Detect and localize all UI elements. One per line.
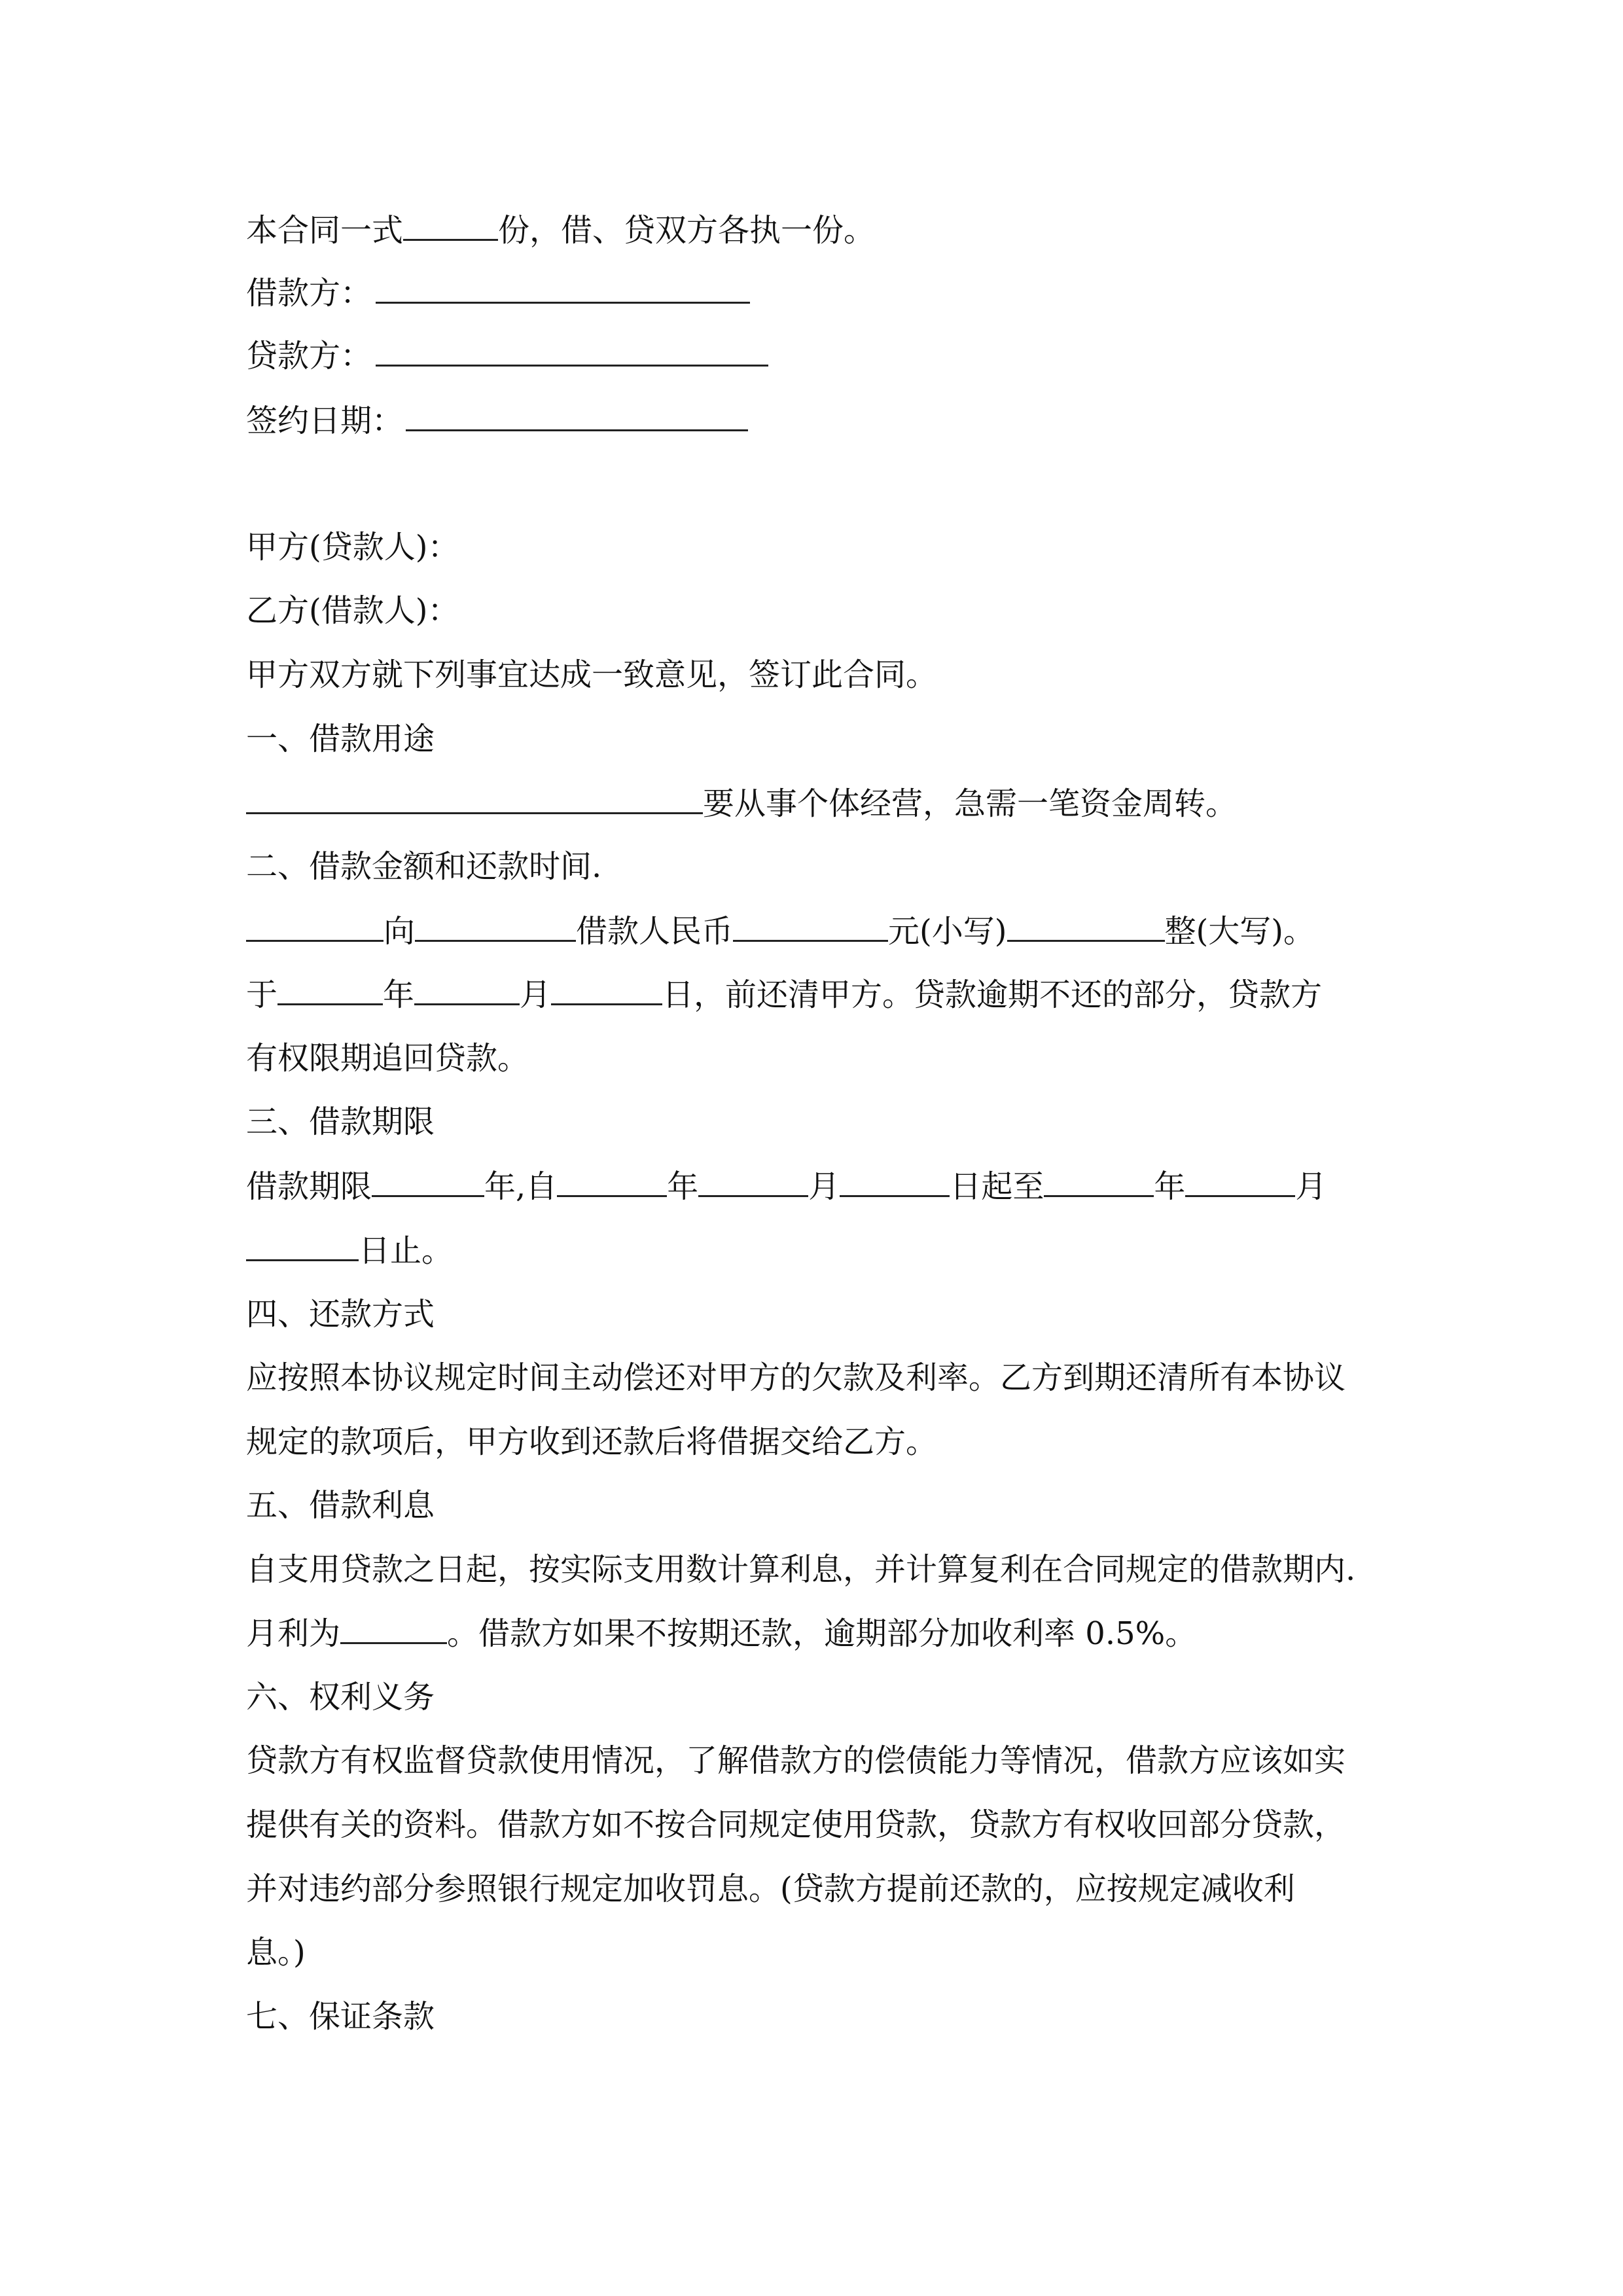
interest-line	[246, 1613, 1196, 1653]
purpose-blank[interactable]	[246, 783, 703, 814]
blank-field[interactable]	[1044, 1166, 1154, 1197]
text: 本合同一式	[246, 212, 404, 249]
section-1-title: 一、借款用途	[246, 721, 435, 757]
lender-line	[246, 336, 768, 376]
text: 月利为	[246, 1615, 341, 1652]
sign-date-label: 签约日期：	[246, 403, 404, 439]
monthly-rate-blank[interactable]	[340, 1613, 447, 1644]
text: 年	[1154, 1168, 1186, 1205]
party-b-label: 乙方(借款人)：	[246, 592, 459, 629]
lender-label: 贷款方：	[246, 338, 372, 374]
text: 年	[667, 1168, 699, 1205]
text: 月	[1295, 1168, 1327, 1205]
text: 年,自	[484, 1168, 558, 1205]
text: 借款期限	[246, 1168, 372, 1205]
blank-field[interactable]	[840, 1166, 950, 1197]
borrower-blank[interactable]	[376, 273, 750, 304]
repay-date-line	[246, 975, 1322, 1014]
amount-capital-blank[interactable]	[1007, 911, 1165, 942]
section-5-title: 五、借款利息	[246, 1487, 435, 1524]
text: 整(大写)。	[1164, 913, 1315, 950]
year-blank[interactable]	[277, 975, 383, 1005]
amount-small-blank[interactable]	[733, 911, 888, 942]
text: 规定的款项后，甲方收到还款后将借据交给乙方。	[246, 1424, 938, 1460]
section-7-title: 七、保证条款	[246, 1998, 435, 2035]
sign-date-blank[interactable]	[406, 401, 748, 431]
blank-field[interactable]	[557, 1166, 667, 1197]
section-6-title: 六、权利义务	[246, 1679, 435, 1715]
section-4-title: 四、还款方式	[246, 1296, 435, 1333]
blank-field[interactable]	[1185, 1166, 1295, 1197]
text: 月	[808, 1168, 840, 1205]
text: 要从事个体经营，急需一笔资金周转。	[703, 785, 1238, 822]
text: 。借款方如果不按期还款，逾期部分加收利率 0.5%。	[447, 1615, 1197, 1652]
blank-field[interactable]	[403, 210, 498, 241]
text: 月	[520, 977, 552, 1013]
text: 自支用贷款之日起，按实际支用数计算利息，并计算复利在合同规定的借款期内.	[246, 1551, 1356, 1588]
text: 应按照本协议规定时间主动偿还对甲方的欠款及利率。乙方到期还清所有本协议	[246, 1359, 1346, 1396]
text: 元(小写)	[888, 913, 1007, 950]
section-2-title: 二、借款金额和还款时间.	[246, 848, 602, 885]
borrower-label: 借款方：	[246, 275, 372, 312]
text: 日，前还清甲方。贷款逾期不还的部分，贷款方	[662, 977, 1323, 1013]
party-a-label: 甲方(贷款人)：	[246, 529, 459, 565]
blank-field[interactable]	[698, 1166, 808, 1197]
sign-date-line	[246, 401, 748, 440]
text: 向	[383, 913, 416, 950]
amount-line	[246, 911, 1315, 951]
blank-field[interactable]	[372, 1166, 484, 1197]
intro-text: 甲方双方就下列事宜达成一致意见，签订此合同。	[246, 656, 938, 693]
text: 于	[246, 977, 278, 1013]
month-blank[interactable]	[414, 975, 520, 1005]
term-line	[246, 1166, 1327, 1206]
text: 有权限期追回贷款。	[246, 1040, 529, 1077]
section-3-title: 三、借款期限	[246, 1103, 435, 1140]
borrower-line	[246, 273, 750, 313]
term-end-line	[246, 1230, 453, 1270]
blank-field[interactable]	[246, 1230, 359, 1261]
blank-field[interactable]	[415, 911, 576, 942]
text: 年	[383, 977, 415, 1013]
text: 份，借、贷双方各执一份。	[498, 212, 876, 249]
purpose-line	[246, 783, 1237, 823]
text: 贷款方有权监督贷款使用情况，了解借款方的偿债能力等情况，借款方应该如实	[246, 1742, 1346, 1779]
copies-line	[246, 210, 875, 250]
text: 息。)	[246, 1934, 306, 1971]
blank-field[interactable]	[246, 911, 383, 942]
text: 日止。	[359, 1232, 454, 1269]
day-blank[interactable]	[551, 975, 662, 1005]
text: 并对违约部分参照银行规定加收罚息。(贷款方提前还款的，应按规定减收利	[246, 1871, 1295, 1907]
lender-blank[interactable]	[376, 336, 768, 367]
text: 提供有关的资料。借款方如不按合同规定使用贷款，贷款方有权收回部分贷款，	[246, 1806, 1346, 1843]
text: 日起至	[950, 1168, 1044, 1205]
text: 借款人民币	[576, 913, 734, 950]
